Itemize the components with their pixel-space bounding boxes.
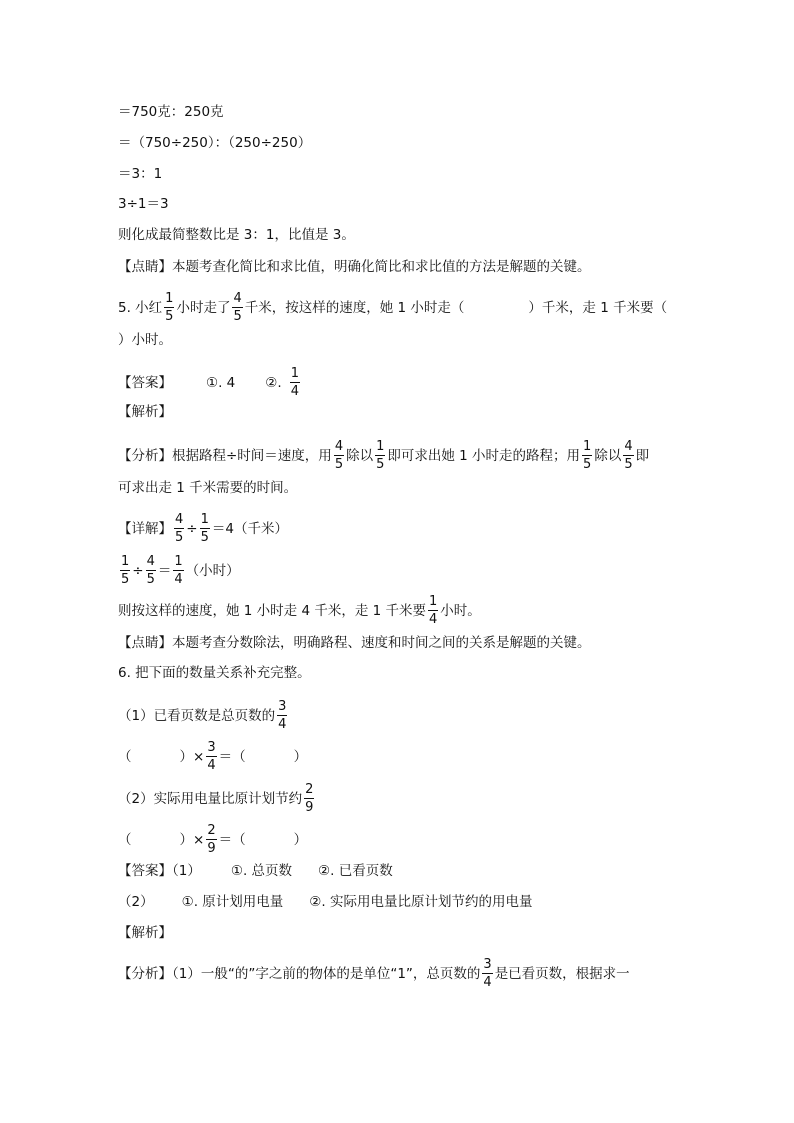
text: ＝3：1 [118, 166, 163, 182]
denominator: 4 [483, 975, 492, 990]
solution-line-1 [118, 102, 224, 122]
text: ）× [179, 748, 205, 765]
fraction-4-5 [623, 440, 633, 471]
numerator: 1 [429, 594, 438, 609]
fenxi-line-q6 [118, 958, 630, 989]
denominator: 9 [207, 841, 216, 856]
numerator: 3 [483, 957, 492, 972]
denominator: 4 [290, 384, 299, 399]
text: 小时走了 [176, 299, 231, 316]
text: ＝（750÷250）：（250÷250） [118, 135, 312, 151]
text: 小时。 [440, 602, 481, 619]
text: （ [118, 748, 132, 765]
fenxi-line [118, 440, 649, 471]
text: 【解析】 [118, 925, 172, 941]
dianjing-line [118, 257, 591, 277]
fraction-1-5 [200, 513, 210, 544]
operator: ＝ [157, 562, 172, 579]
numerator: 1 [165, 291, 174, 306]
numerator: 1 [376, 439, 385, 454]
denominator: 5 [376, 457, 385, 472]
denominator: 4 [174, 572, 183, 587]
answer-line [118, 367, 302, 398]
fraction-4-5 [334, 440, 344, 471]
text: ＝750克：250克 [118, 104, 224, 120]
numerator: 1 [290, 366, 299, 381]
jiexi-heading-q6 [118, 923, 172, 943]
text: ＝（ [218, 831, 246, 848]
text: 是已看页数，根据求一 [494, 965, 630, 982]
text: ）千米，走 1 千米要（ [528, 299, 668, 316]
fraction-3-4 [277, 700, 287, 731]
fraction-3-4 [206, 741, 216, 772]
answer-2: ②. [265, 374, 282, 391]
q6-equation-2 [118, 824, 307, 855]
numerator: 2 [207, 823, 216, 838]
text: 【分析】（1）一般“的”字之前的物体的是单位“1”，总页数的 [118, 965, 481, 982]
fraction-1-4 [290, 367, 300, 398]
fraction-1-4 [428, 595, 438, 626]
numerator: 1 [174, 554, 183, 569]
text: 千米，按这样的速度，她 1 小时走（ [244, 299, 465, 316]
q6-answer-line-1 [118, 861, 393, 881]
q6-part-2 [118, 783, 316, 814]
text: （2）实际用电量比原计划节约 [118, 790, 303, 807]
dianjing-line-q5 [118, 633, 591, 653]
text: （ [118, 831, 132, 848]
answer-1: ①. 原计划用电量 [181, 894, 284, 910]
numerator: 4 [624, 439, 633, 454]
q6-equation-1 [118, 741, 307, 772]
text: 则化成最简整数比是 3：1，比值是 3。 [118, 227, 355, 243]
denominator: 4 [429, 612, 438, 627]
denominator: 5 [146, 572, 155, 587]
answer-2: ②. 实际用电量比原计划节约的用电量 [309, 894, 533, 910]
answer-label: 【答案】 [118, 374, 172, 391]
text: （小时） [185, 562, 240, 579]
text: 6. 把下面的数量关系补充完整。 [118, 665, 311, 681]
denominator: 5 [200, 530, 209, 545]
numerator: 3 [278, 699, 287, 714]
denominator: 5 [233, 309, 242, 324]
operator: ÷ [132, 562, 144, 579]
text: ）小时。 [118, 332, 172, 348]
solution-line-3 [118, 164, 162, 184]
answer-label: 【答案】（1） [118, 863, 201, 879]
numerator: 2 [305, 782, 314, 797]
numerator: 4 [334, 439, 344, 454]
xiangjie-line-1 [118, 513, 288, 544]
numerator: 1 [200, 512, 209, 527]
text: 【解析】 [118, 404, 172, 420]
text: 可求出走 1 千米需要的时间。 [118, 480, 298, 496]
numerator: 3 [207, 740, 216, 755]
operator: ÷ [186, 520, 198, 537]
text: 3÷1＝3 [118, 196, 169, 212]
conclusion-line-q5 [118, 595, 481, 626]
q6-answer-line-2 [118, 892, 532, 912]
fraction-2-9 [304, 783, 314, 814]
denominator: 5 [334, 457, 344, 472]
text: 【点睛】本题考查分数除法，明确路程、速度和时间之间的关系是解题的关键。 [118, 635, 591, 651]
fraction-4-5 [232, 292, 242, 323]
answer-1: ①. 4 [206, 374, 236, 391]
denominator: 5 [175, 530, 184, 545]
fenxi-line-cont [118, 478, 297, 498]
fraction-1-4 [173, 555, 183, 586]
xiangjie-line-2 [118, 555, 240, 586]
conclusion-line [118, 225, 355, 245]
fraction-4-5 [146, 555, 156, 586]
denominator: 5 [583, 457, 592, 472]
text: 即可求出她 1 小时走的路程；用 [387, 447, 581, 464]
text: 【点睛】本题考查化简比和求比值，明确化简比和求比值的方法是解题的关键。 [118, 259, 591, 275]
text: ）× [179, 831, 205, 848]
text: ＝（ [218, 748, 246, 765]
text: ） [293, 831, 308, 848]
denominator: 4 [278, 717, 287, 732]
denominator: 9 [305, 800, 314, 815]
solution-line-4 [118, 194, 169, 214]
question-5-stem [118, 292, 667, 323]
fraction-1-5 [164, 292, 174, 323]
numerator: 4 [146, 554, 155, 569]
numerator: 1 [583, 439, 592, 454]
question-6-title [118, 663, 311, 683]
q6-part-1 [118, 700, 289, 731]
solution-line-2 [118, 133, 311, 153]
numerator: 1 [121, 554, 130, 569]
text: 【详解】 [118, 520, 172, 537]
text: ） [293, 748, 308, 765]
answer-1: ①. 总页数 [230, 863, 293, 879]
denominator: 5 [624, 457, 633, 472]
text: 除以 [594, 447, 622, 464]
text: 除以 [346, 447, 374, 464]
denominator: 5 [121, 572, 130, 587]
text: （1）已看页数是总页数的 [118, 707, 276, 724]
question-5-stem-cont [118, 330, 172, 350]
numerator: 4 [233, 291, 242, 306]
fraction-1-5 [120, 555, 130, 586]
text: 【分析】根据路程÷时间＝速度，用 [118, 447, 332, 464]
fraction-3-4 [482, 958, 492, 989]
text: 则按这样的速度，她 1 小时走 4 千米，走 1 千米要 [118, 602, 427, 619]
text: 5. 小红 [118, 299, 163, 316]
jiexi-heading [118, 402, 172, 422]
answer-2: ②. 已看页数 [318, 863, 393, 879]
denominator: 4 [207, 758, 216, 773]
numerator: 4 [175, 512, 184, 527]
denominator: 5 [165, 309, 174, 324]
fraction-2-9 [206, 824, 216, 855]
text: ＝4（千米） [211, 520, 288, 537]
fraction-1-5 [582, 440, 592, 471]
text: （2） [118, 894, 154, 910]
fraction-1-5 [375, 440, 385, 471]
fraction-4-5 [174, 513, 184, 544]
text: 即 [635, 447, 650, 464]
